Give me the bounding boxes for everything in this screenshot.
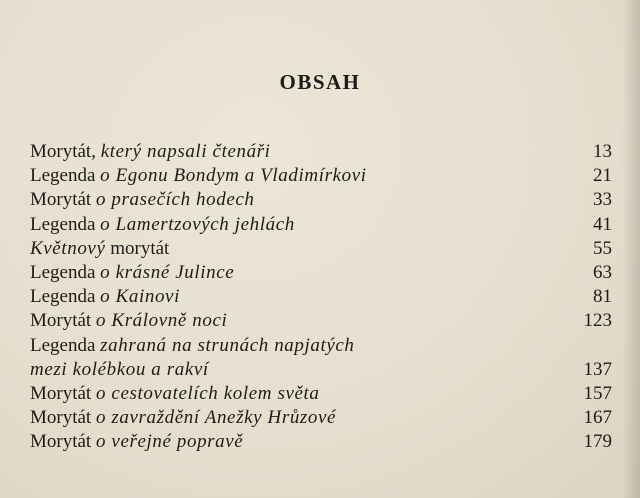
entry-page-number: 81 [593,286,612,308]
entry-title: o Kainovi [100,286,180,308]
toc-entry [30,309,612,333]
entry-genre: Morytát [30,431,92,453]
entry-title: o krásné Julince [100,261,235,283]
entry-page-number: 55 [593,237,612,259]
entry-genre: Morytát [30,382,92,404]
entry-title: zahraná na strunách napjatých [100,334,355,356]
entry-genre: Legenda [30,213,96,235]
toc-entry [30,430,612,454]
entry-genre: Morytát [30,189,92,211]
toc-entry-continuation [30,358,612,382]
entry-page-number: 137 [583,358,612,380]
toc-entry [30,261,612,285]
entry-page-number: 63 [593,261,612,283]
entry-page-number: 167 [583,407,612,429]
entry-page-number: 21 [593,165,612,187]
entry-page-number: 13 [593,141,612,162]
entry-genre: Morytát [30,407,92,429]
entry-genre: Legenda [30,286,96,308]
toc-entry [30,140,612,164]
toc-entry [30,382,612,406]
entry-title: o cestovatelích kolem světa [95,382,320,404]
contents-heading: OBSAH [279,70,361,94]
entry-page-number: 41 [593,213,612,235]
entry-title: o prasečích hodech [95,189,255,211]
entry-genre: Morytát [30,310,92,332]
toc-entry [30,164,612,188]
toc-entry [30,237,612,261]
entry-title: který napsali čtenáři [100,141,271,162]
table-of-contents [30,140,612,454]
toc-entry [30,213,612,237]
entry-genre: Legenda [30,261,96,283]
toc-entry [30,406,612,430]
entry-genre: Legenda [30,334,96,356]
entry-title: Květnový [30,237,106,259]
entry-genre: Morytát, [30,141,96,162]
entry-title: mezi kolébkou a rakví [30,358,209,380]
entry-genre: morytát [110,237,170,259]
entry-page-number: 33 [593,189,612,211]
entry-title: o Lamertzových jehlách [100,213,295,235]
entry-title: o Egonu Bondym a Vladimírkovi [100,165,367,187]
entry-genre: Legenda [30,165,96,187]
entry-page-number: 157 [583,382,612,404]
entry-page-number: 179 [583,431,612,453]
entry-title: o zavraždění Anežky Hrůzové [95,407,337,429]
toc-entry [30,188,612,212]
entry-title: o Královně noci [95,310,228,332]
entry-title: o veřejné popravě [95,431,244,453]
entry-page-number: 123 [583,310,612,332]
toc-entry [30,285,612,309]
toc-entry [30,334,612,358]
